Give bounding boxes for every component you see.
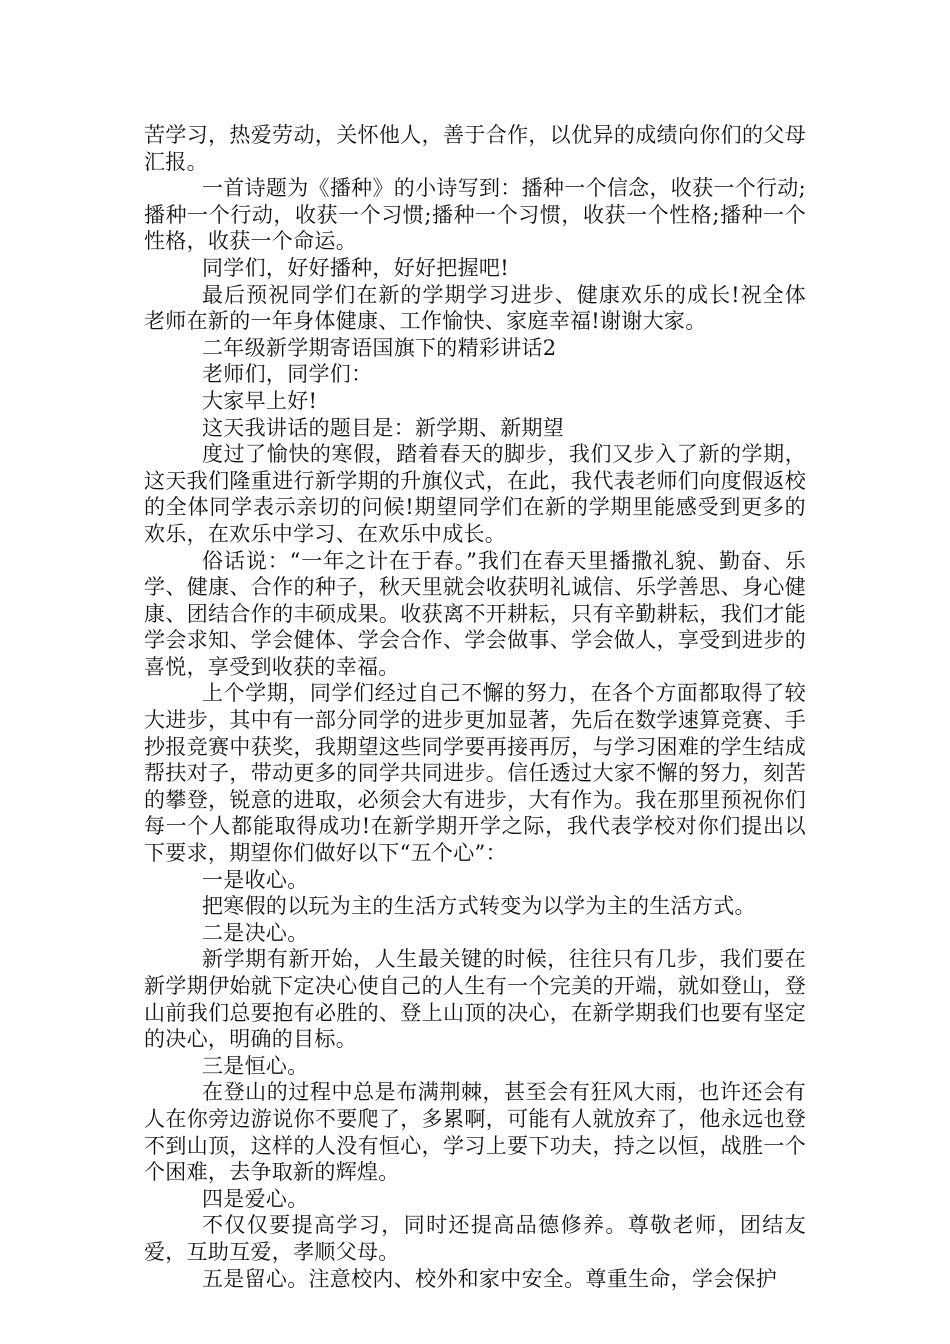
section-heading: 二年级新学期寄语国旗下的精彩讲话2 [202,335,557,360]
paragraph: 同学们，好好播种，好好把握吧! [202,255,509,280]
salutation: 老师们，同学们： [202,362,373,387]
paragraph: 五是留心。注意校内、校外和家中安全。尊重生命，学会保护 [202,1266,778,1291]
paragraph: 度过了愉快的寒假，踏着春天的脚步，我们又步入了新的学期，这天我们隆重进行新学期的升旗仪式，在此，我代表老师们向度假返校的全体同学表示亲切的问候!期望同学们在新的学期里能感受到更多的欢乐，在欢乐中学习、在欢乐中成长。 [144,442,806,546]
list-heading: 三是恒心。 [202,1053,309,1078]
list-heading: 四是爱心。 [202,1186,309,1211]
paragraph: 新学期有新开始，人生最关键的时候，往往只有几步，我们要在新学期伊始就下定决心使自己的人生有一个完美的开端，就如登山，登山前我们总要抱有必胜的、登上山顶的决心，在新学期我们也要有坚定的决心，明确的目标。 [144,947,806,1052]
paragraph: 俗话说：“一年之计在于春。”我们在春天里播撒礼貌、勤奋、乐学、健康、合作的种子，秋天里就会收获明礼诚信、乐学善思、身心健康、团结合作的丰硕成果。收获离不开耕耘，只有辛勤耕耘，我们才能学会求知、学会健体、学会合作、学会做事、学会做人，享受到进步的喜悦，享受到收获的幸福。 [144,548,806,679]
greeting: 大家早上好! [202,388,318,413]
paragraph: 在登山的过程中总是布满荆棘，甚至会有狂风大雨，也许还会有人在你旁边游说你不要爬了，多累啊，可能有人就放弃了，他永远也登不到山顶，这样的人没有恒心，学习上要下功夫，持之以恒，战胜一个个困难，去争取新的辉煌。 [144,1080,806,1185]
paragraph: 把寒假的以玩为主的生活方式转变为以学为主的生活方式。 [202,894,756,919]
paragraph: 不仅仅要提高学习，同时还提高品德修养。尊敬老师，团结友爱，互助互爱，孝顺父母。 [144,1213,806,1264]
speech-topic: 这天我讲话的题目是：新学期、新期望 [202,415,565,440]
list-heading: 二是决心。 [202,920,309,945]
list-heading: 一是收心。 [202,867,309,892]
document-body [144,122,806,1292]
paragraph: 苦学习，热爱劳动，关怀他人，善于合作，以优异的成绩向你们的父母汇报。 [144,123,806,174]
paragraph: 最后预祝同学们在新的学期学习进步、健康欢乐的成长!祝全体老师在新的一年身体健康、工作愉快、家庭幸福!谢谢大家。 [144,282,806,334]
paragraph: 上个学期，同学们经过自己不懈的努力，在各个方面都取得了较大进步，其中有一部分同学的进步更加显著，先后在数学速算竞赛、手抄报竞赛中获奖，我期望这些同学要再接再厉，与学习困难的学生结成帮扶对子，带动更多的同学共同进步。信任透过大家不懈的努力，刻苦的攀登，锐意的进取，必须会大有进步，大有作为。我在那里预祝你们每一个人都能取得成功!在新学期开学之际，我代表学校对你们提出以下要求，期望你们做好以下“五个心”： [144,681,806,866]
paragraph: 一首诗题为《播种》的小诗写到：播种一个信念，收获一个行动;播种一个行动，收获一个习惯;播种一个习惯，收获一个性格;播种一个性格，收获一个命运。 [144,176,806,254]
